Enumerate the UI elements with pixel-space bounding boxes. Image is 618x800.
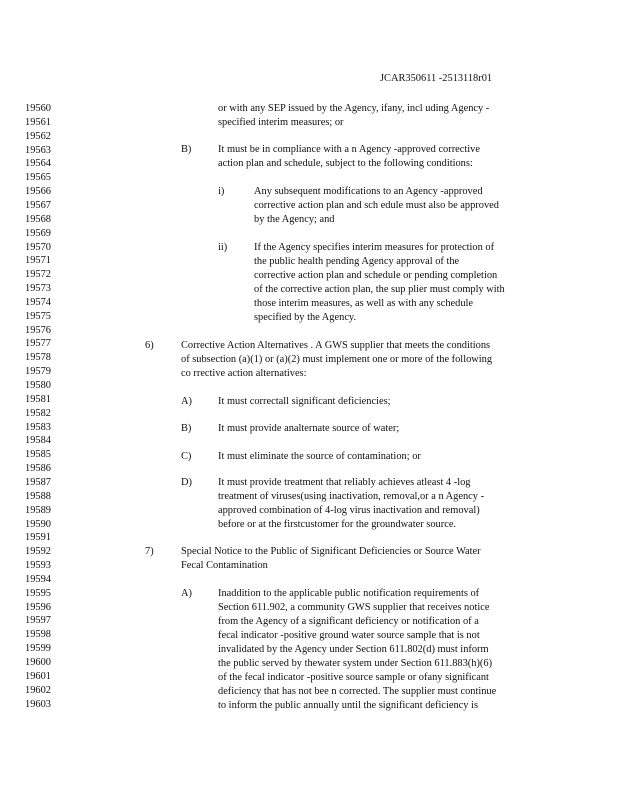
line-number: 19581 [25, 393, 51, 405]
line-number: 19589 [25, 504, 51, 516]
text-line: co rrective action alternatives: [181, 368, 307, 379]
text-line: of the fecal indicator -positive source sample or ofany significant [218, 672, 489, 683]
text-line: action plan and schedule, subject to the following conditions: [218, 158, 473, 169]
text-line: approved combination of 4-log virus inactivation and removal) [218, 505, 480, 516]
line-number: 19602 [25, 684, 51, 696]
line-number: 19603 [25, 698, 51, 710]
line-number: 19574 [25, 296, 51, 308]
line-number: 19578 [25, 352, 51, 364]
text-line: Special Notice to the Public of Significant Deficiencies or Source Water [181, 546, 481, 557]
section-marker: 7) [145, 546, 154, 557]
subsection-marker: B) [181, 423, 192, 434]
subsection-marker: D) [181, 477, 192, 488]
item-marker: i) [218, 186, 225, 197]
text-line: corrective action plan and sch edule must also be approved [254, 200, 499, 211]
text-line: It must provide analternate source of water; [218, 423, 400, 434]
line-number: 19568 [25, 213, 51, 225]
line-number: 19562 [25, 130, 51, 142]
line-number: 19584 [25, 435, 51, 447]
line-number: 19571 [25, 255, 51, 267]
line-number: 19572 [25, 269, 51, 281]
text-line: those interim measures, as well as with any schedule [254, 298, 474, 309]
text-line: It must provide treatment that reliably achieves atleast 4 -log [218, 477, 471, 488]
text-line: It must eliminate the source of contamination; or [218, 451, 421, 462]
subsection-marker: C) [181, 451, 192, 462]
line-number: 19592 [25, 546, 51, 558]
line-number: 19596 [25, 601, 51, 613]
line-number: 19579 [25, 366, 51, 378]
text-line: It must correctall significant deficiencies; [218, 396, 391, 407]
text-line: treatment of viruses(using inactivation, removal,or a n Agency - [218, 491, 485, 502]
line-number: 19593 [25, 560, 51, 571]
line-number: 19588 [25, 490, 51, 502]
document-header: JCAR350611 -2513118r01 [380, 73, 493, 84]
line-number: 19598 [25, 629, 51, 641]
text-line: It must be in compliance with a n Agency -approved corrective [218, 144, 480, 155]
text-line: before or at the firstcustomer for the groundwater source. [218, 519, 457, 530]
line-number: 19570 [25, 241, 51, 253]
line-number: 19561 [25, 116, 51, 128]
line-number: 19586 [25, 463, 51, 475]
text-line: specified interim measures; or [218, 117, 344, 128]
line-number: 19583 [25, 421, 51, 433]
text-line: by the Agency; and [254, 214, 335, 225]
text-line: Any subsequent modifications to an Agency -approved [254, 186, 483, 197]
line-number: 19569 [25, 227, 51, 239]
text-line: invalidated by the Agency under Section 611.802(d) must inform [218, 644, 489, 655]
line-number: 19576 [25, 324, 51, 336]
line-number: 19567 [25, 199, 51, 211]
subsection-marker: B) [181, 144, 192, 155]
line-number: 19585 [25, 449, 51, 461]
text-line: the public served by thewater system under Section 611.883(h)(6) [218, 658, 493, 669]
text-line: specified by the Agency. [254, 312, 357, 323]
text-line: or with any SEP issued by the Agency, ifany, incl uding Agency - [218, 103, 490, 114]
line-number: 19582 [25, 407, 51, 419]
line-number: 19601 [25, 670, 51, 682]
text-line: from the Agency of a significant deficiency or notification of a [218, 616, 479, 627]
subsection-marker: A) [181, 396, 192, 407]
text-line: Section 611.902, a community GWS supplier that receives notice [218, 602, 490, 613]
line-number: 19600 [25, 657, 51, 668]
text-line: Inaddition to the applicable public notification requirements of [218, 588, 480, 599]
line-number: 19577 [25, 338, 51, 350]
line-number: 19597 [25, 615, 51, 627]
line-number: 19564 [25, 158, 51, 170]
line-number: 19563 [25, 144, 51, 156]
text-line: corrective action plan and schedule or pending completion [254, 270, 498, 281]
text-line: of the corrective action plan, the sup plier must comply with [254, 284, 505, 295]
text-line: deficiency that has not bee n corrected. The supplier must continue [218, 686, 497, 697]
section-marker: 6) [145, 340, 154, 351]
text-line: fecal indicator -positive ground water source sample that is not [218, 630, 480, 641]
line-number: 19566 [25, 186, 51, 198]
line-number: 19595 [25, 587, 51, 599]
line-number: 19565 [25, 172, 51, 184]
line-number: 19575 [25, 310, 51, 322]
line-number: 19591 [25, 532, 51, 544]
text-line: Corrective Action Alternatives . A GWS supplier that meets the conditions [181, 340, 491, 351]
line-number: 19580 [25, 380, 51, 391]
line-number: 19594 [25, 573, 51, 585]
text-line: to inform the public annually until the significant deficiency is [218, 700, 478, 711]
text-line: Fecal Contamination [181, 560, 268, 571]
line-number: 19573 [25, 283, 51, 294]
item-marker: ii) [218, 242, 228, 253]
text-line: If the Agency specifies interim measures for protection of [254, 242, 495, 253]
line-number: 19587 [25, 476, 51, 488]
line-number: 19560 [25, 103, 51, 114]
subsection-marker: A) [181, 588, 192, 599]
line-number: 19599 [25, 643, 51, 655]
line-number: 19590 [25, 518, 51, 530]
text-line: the public health pending Agency approval of the [254, 256, 460, 267]
text-line: of subsection (a)(1) or (a)(2) must implement one or more of the following [181, 354, 493, 365]
